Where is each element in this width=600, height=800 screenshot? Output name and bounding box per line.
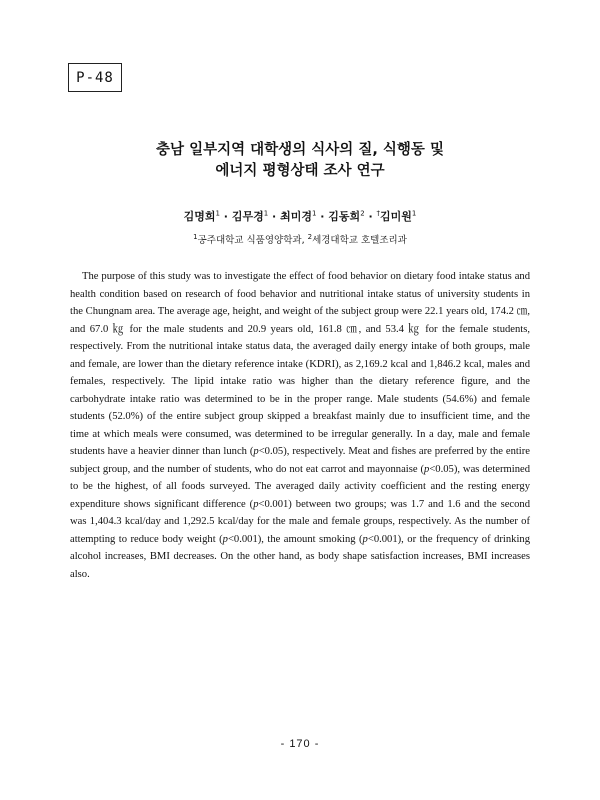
affiliation-sup: 2 [307,232,313,241]
abstract-text: The purpose of this study was to investigate the effect of food behavior on dietary food intake status and health condition based on research of food behavior and nutritional intake status of university students in the Chungnam area. The average age, height, and weight of the subject group were 22.1 years old, 174.2 ㎝, and 67.0 ㎏ for the male students and 20.9 years old, 161.8 ㎝, and 53.4 ㎏ for the female students, respectively. From the nutritional intake status data, the averaged daily energy intake of both groups, male and female, are lower than the dietary reference intake (KDRI), as 2,169.2 kcal and 1,846.2 kcal, males and females, respectively. The lipid intake ratio was higher than the dietary reference figure, and the carbohydrate intake ratio was determined to be in the proper range. Male students (54.6%) and female students (52.0%) of the entire subject group skipped a breakfast mainly due to insufficient time, and the time at which meals were consumed, was determined to be irregular generally. In a day, male and female students have a heavier dinner than lunch ( [70,271,530,457]
poster-id-box [68,63,122,92]
title-line-2: 에너지 평형상태 조사 연구 [215,163,385,179]
paper-title [0,140,600,182]
abstract-text: <0.05), was determined to be the highest, of all foods surveyed. The averaged daily activity coefficient and the resting energy expenditure shows significant difference ( [70,463,530,510]
affiliation-name: 세경대학교 호텔조리과 [312,235,407,246]
p-value-symbol: p [362,533,368,545]
p-value-symbol: p [253,498,259,510]
author-separator: · [272,210,277,223]
p-value-symbol: p [424,463,430,475]
abstract-text: <0.05), respectively. Meat and fishes are preferred by the entire subject group, and the number of students, who do not eat carrot and mayonnaise ( [70,446,530,475]
author-list [0,208,600,224]
p-value-symbol: p [253,446,259,457]
affiliation-name: 공주대학교 식품영양학과 [197,235,302,246]
poster-id-label: P-48 [76,69,114,86]
author-affiliation-sup: 1 [215,209,220,218]
author-separator: · [368,210,373,223]
abstract-text: <0.001) between two groups; was 1.7 and 1.6 and the second was 1,404.3 kcal/day and 1,292.5 kcal/day for the male and female groups, respectively. As the number of attempting to reduce body weight ( [70,498,530,545]
affiliation-sup: 1 [193,232,198,241]
p-value-symbol: p [222,533,228,545]
abstract-text: <0.001), the amount smoking ( [227,533,363,545]
abstract-text: <0.001), or the frequency of drinking alcohol increases, BMI decreases. On the other hand, as body shape satisfaction increases, BMI increases also. [70,533,530,580]
page-number: - 170 - [280,738,320,750]
author-name: 김명희 [183,210,216,223]
author-name: 김동희 [328,210,361,223]
affiliation-list: $^1$공주대학교 식품영양학과, $^2$세경대학교 호텔조리과 [193,232,407,246]
author-affiliation-sup: 1 [263,209,269,218]
author-name: 김미원 [380,210,412,223]
corresponding-author-mark: † [376,209,381,218]
author-affiliation-sup: 1 [311,209,317,218]
author-name: 김무경 [231,210,264,223]
author-name: 최미경 [280,210,312,223]
author-separator: · [320,210,325,223]
abstract-body [70,268,530,583]
author-affiliation-sup: 1 [411,209,417,218]
author-separator: · [223,210,228,223]
author-affiliation-sup: 2 [360,209,365,218]
title-line-1: 충남 일부지역 대학생의 식사의 질, 식행동 및 [156,142,444,158]
